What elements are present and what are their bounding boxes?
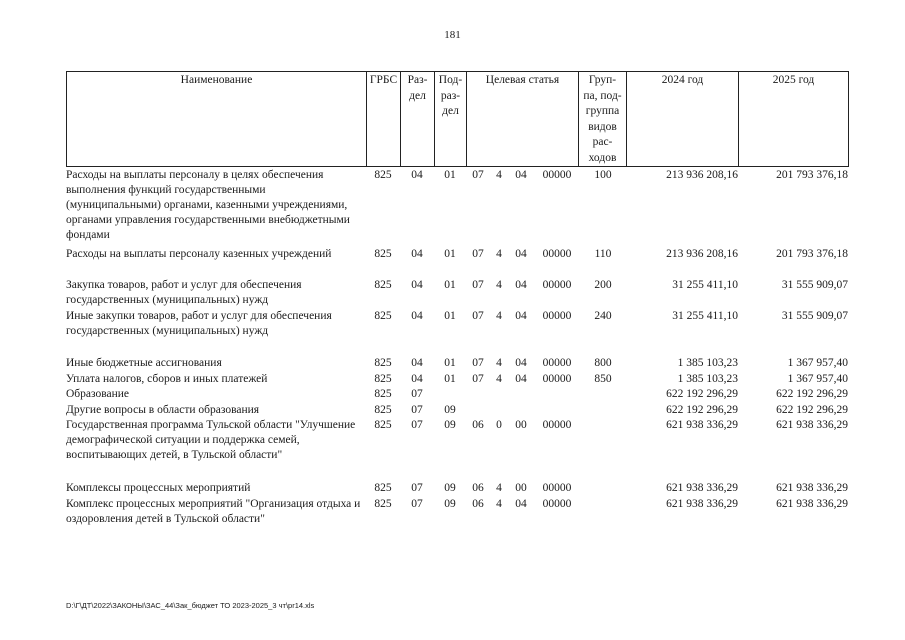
header-top-border <box>66 71 849 72</box>
cell-c2: 0 <box>496 419 502 431</box>
row-name: Расходы на выплаты персоналу в целях обеспечения выполнения функций государственными (муниципальными) органами, казенными учреждениями, органами управления государственными внебюджетными фондами <box>66 169 350 241</box>
cell-y2024: 31 255 411,10 <box>672 310 738 322</box>
cell-grbs: 825 <box>374 279 392 291</box>
cell-y2025: 31 555 909,07 <box>781 310 848 322</box>
cell-grbs: 825 <box>374 482 392 494</box>
cell-c4: 00000 <box>542 498 572 510</box>
cell-pr: 09 <box>444 419 456 431</box>
cell-vr: 100 <box>594 169 612 181</box>
cell-rz: 07 <box>411 498 423 510</box>
header-podrazdel: Под- раз- дел <box>438 74 463 117</box>
cell-c4: 00000 <box>542 357 572 369</box>
cell-c3: 04 <box>515 279 527 291</box>
cell-c4: 00000 <box>542 279 572 291</box>
cell-c1: 07 <box>472 248 484 260</box>
cell-rz: 04 <box>411 169 423 181</box>
row-name: Комплекс процессных мероприятий "Организация отдыха и оздоровления детей в Тульской области" <box>66 498 361 525</box>
cell-grbs: 825 <box>374 310 392 322</box>
cell-c4: 00000 <box>542 482 572 494</box>
cell-grbs: 825 <box>374 498 392 510</box>
cell-c2: 4 <box>496 357 502 369</box>
cell-y2025: 31 555 909,07 <box>781 279 848 291</box>
cell-rz: 07 <box>411 388 423 400</box>
cell-rz: 04 <box>411 279 423 291</box>
header-target-article: Целевая статья <box>485 74 560 86</box>
cell-y2024: 622 192 296,29 <box>666 404 738 416</box>
cell-y2025: 621 938 336,29 <box>776 498 848 510</box>
header-name: Наименование <box>180 74 253 86</box>
page-number: 181 <box>444 29 461 41</box>
cell-vr: 850 <box>594 373 612 385</box>
cell-y2025: 1 367 957,40 <box>787 373 848 385</box>
cell-c3: 00 <box>515 419 527 431</box>
cell-c3: 04 <box>515 248 527 260</box>
cell-pr: 01 <box>444 279 456 291</box>
header-razdel: Раз- дел <box>407 74 428 102</box>
cell-c2: 4 <box>496 498 502 510</box>
cell-c1: 07 <box>472 373 484 385</box>
header-grbs: ГРБС <box>369 74 398 86</box>
cell-grbs: 825 <box>374 357 392 369</box>
cell-c3: 04 <box>515 169 527 181</box>
cell-y2025: 621 938 336,29 <box>776 482 848 494</box>
cell-grbs: 825 <box>374 388 392 400</box>
cell-grbs: 825 <box>374 419 392 431</box>
cell-grbs: 825 <box>374 404 392 416</box>
cell-y2024: 1 385 103,23 <box>677 373 738 385</box>
cell-y2024: 622 192 296,29 <box>666 388 738 400</box>
cell-grbs: 825 <box>374 248 392 260</box>
cell-c3: 04 <box>515 357 527 369</box>
row-name: Государственная программа Тульской области "Улучшение демографической ситуации и поддержка семей, воспитывающих детей, в Тульской области" <box>66 419 356 461</box>
cell-y2025: 1 367 957,40 <box>787 357 848 369</box>
cell-grbs: 825 <box>374 169 392 181</box>
cell-c3: 04 <box>515 310 527 322</box>
cell-rz: 04 <box>411 248 423 260</box>
cell-rz: 04 <box>411 310 423 322</box>
cell-y2025: 622 192 296,29 <box>776 388 848 400</box>
cell-rz: 04 <box>411 357 423 369</box>
cell-y2025: 621 938 336,29 <box>776 419 848 431</box>
cell-y2024: 31 255 411,10 <box>672 279 738 291</box>
cell-y2025: 201 793 376,18 <box>776 169 848 181</box>
cell-y2024: 621 938 336,29 <box>666 482 738 494</box>
row-name: Другие вопросы в области образования <box>66 404 260 416</box>
cell-c1: 07 <box>472 310 484 322</box>
cell-y2024: 621 938 336,29 <box>666 419 738 431</box>
cell-grbs: 825 <box>374 373 392 385</box>
row-name: Образование <box>66 388 130 400</box>
cell-c3: 00 <box>515 482 527 494</box>
cell-c2: 4 <box>496 248 502 260</box>
cell-rz: 07 <box>411 482 423 494</box>
cell-c1: 07 <box>472 279 484 291</box>
cell-y2024: 621 938 336,29 <box>666 498 738 510</box>
cell-c2: 4 <box>496 279 502 291</box>
cell-vr: 800 <box>594 357 612 369</box>
cell-c2: 4 <box>496 310 502 322</box>
cell-vr: 110 <box>594 248 612 260</box>
cell-c4: 00000 <box>542 310 572 322</box>
cell-rz: 07 <box>411 419 423 431</box>
header-year-2025: 2025 год <box>772 74 815 86</box>
row-name: Закупка товаров, работ и услуг для обеспечения государственных (муниципальных) нужд <box>66 279 302 306</box>
cell-c4: 00000 <box>542 248 572 260</box>
col-divider <box>848 71 849 167</box>
cell-y2025: 201 793 376,18 <box>776 248 848 260</box>
cell-pr: 01 <box>444 357 456 369</box>
cell-c1: 07 <box>472 357 484 369</box>
cell-c4: 00000 <box>542 169 572 181</box>
header-bottom-border <box>66 166 849 167</box>
cell-pr: 09 <box>444 498 456 510</box>
cell-c4: 00000 <box>542 419 572 431</box>
cell-rz: 07 <box>411 404 423 416</box>
row-name: Иные бюджетные ассигнования <box>66 357 222 369</box>
cell-y2024: 213 936 208,16 <box>666 248 738 260</box>
cell-y2024: 1 385 103,23 <box>677 357 738 369</box>
cell-rz: 04 <box>411 373 423 385</box>
cell-c1: 06 <box>472 498 484 510</box>
cell-y2025: 622 192 296,29 <box>776 404 848 416</box>
header-year-2024: 2024 год <box>661 74 704 86</box>
cell-c3: 04 <box>515 373 527 385</box>
cell-vr: 240 <box>594 310 612 322</box>
header-expense-group: Груп- па, под- группа видов рас- ходов <box>583 74 622 164</box>
row-name: Расходы на выплаты персоналу казенных учреждений <box>66 248 332 260</box>
cell-vr: 200 <box>594 279 612 291</box>
cell-pr: 01 <box>444 248 456 260</box>
row-name: Уплата налогов, сборов и иных платежей <box>66 373 268 385</box>
cell-c2: 4 <box>496 169 502 181</box>
cell-pr: 01 <box>444 169 456 181</box>
cell-pr: 01 <box>444 373 456 385</box>
cell-y2024: 213 936 208,16 <box>666 169 738 181</box>
cell-c1: 06 <box>472 482 484 494</box>
cell-pr: 09 <box>444 482 456 494</box>
cell-c4: 00000 <box>542 373 572 385</box>
cell-pr: 09 <box>444 404 456 416</box>
cell-c2: 4 <box>496 482 502 494</box>
row-name: Комплексы процессных мероприятий <box>66 482 251 494</box>
row-name: Иные закупки товаров, работ и услуг для обеспечения государственных (муниципальных) нужд <box>66 310 332 337</box>
cell-c1: 07 <box>472 169 484 181</box>
file-path-footer: D:\Г\ДТ\2022\ЗАКОНЫ\ЗАС_44\Зак_бюджет ТО 2023-2025_3 чт\pr14.xls <box>66 601 315 610</box>
cell-c3: 04 <box>515 498 527 510</box>
cell-c1: 06 <box>472 419 484 431</box>
cell-c2: 4 <box>496 373 502 385</box>
cell-pr: 01 <box>444 310 456 322</box>
